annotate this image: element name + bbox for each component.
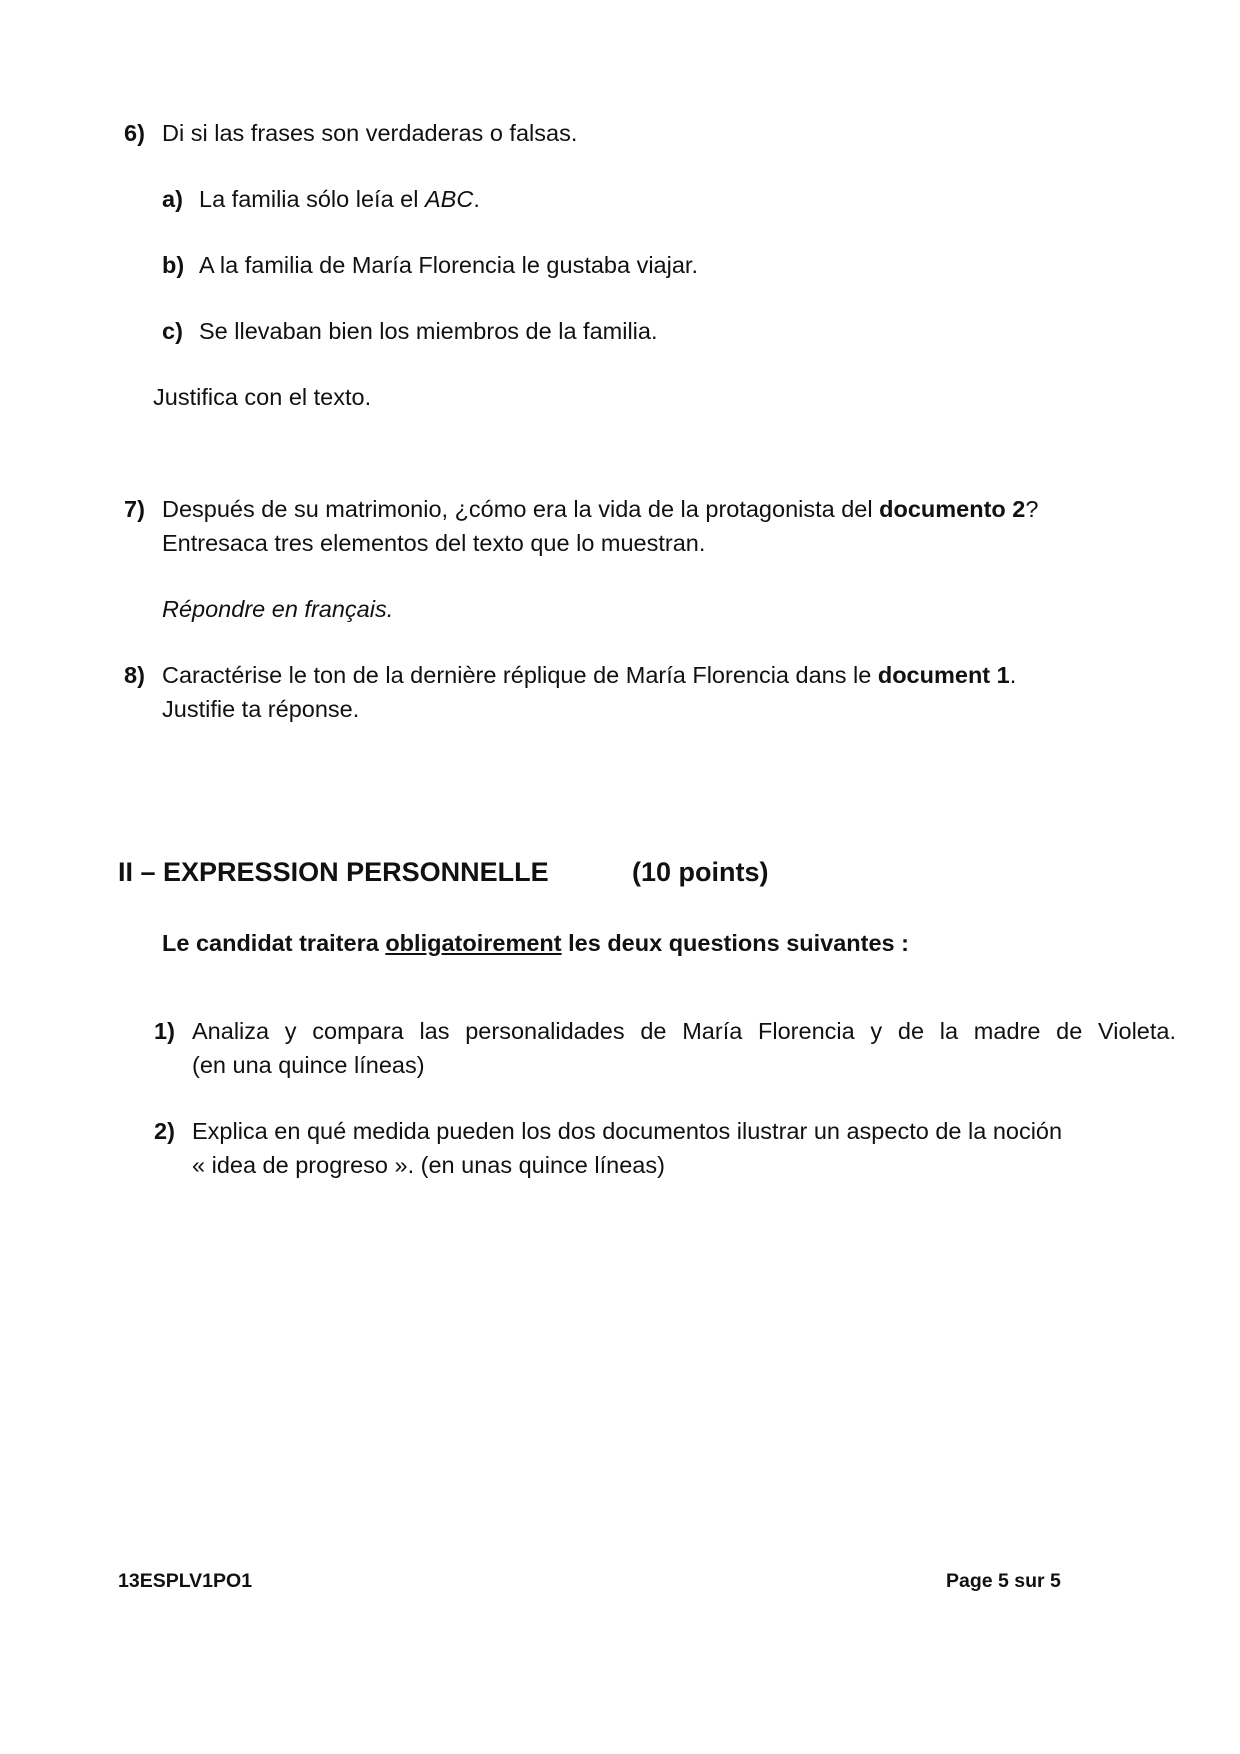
question-7-line-2: Entresaca tres elementos del texto que lo muestran. bbox=[162, 530, 706, 556]
question-prompt: Di si las frases son verdaderas o falsas. bbox=[162, 120, 578, 146]
question-8-line-2: Justifie ta réponse. bbox=[162, 696, 360, 722]
section-points: (10 points) bbox=[632, 857, 769, 887]
item-text: La familia sólo leía el bbox=[199, 186, 425, 212]
part2-question-2-line-1: Explica en qué medida pueden los dos documentos ilustrar un aspecto de la noción bbox=[192, 1118, 1063, 1144]
section-instruction bbox=[162, 926, 909, 960]
footer-code: 13ESPLV1PO1 bbox=[118, 1570, 253, 1592]
section-title-text: II – EXPRESSION PERSONNELLE bbox=[118, 857, 549, 887]
item-letter: a) bbox=[162, 186, 183, 212]
question-6-item-b bbox=[162, 248, 698, 282]
document-reference: document 1 bbox=[877, 662, 1010, 688]
item-text-end: . bbox=[473, 186, 480, 212]
part2-question-1-number: 1) bbox=[154, 1018, 175, 1044]
question-6-item-a bbox=[162, 182, 480, 216]
document-reference: documento 2 bbox=[879, 496, 1026, 522]
question-7-instruction: Répondre en français. bbox=[162, 596, 394, 622]
part2-question-1-line-2: (en una quince líneas) bbox=[192, 1052, 425, 1078]
question-prompt: Caractérise le ton de la dernière réplique de María Florencia dans le bbox=[162, 662, 878, 688]
item-text-italic: ABC bbox=[424, 186, 474, 212]
question-8 bbox=[124, 658, 1016, 692]
item-letter: c) bbox=[162, 318, 183, 344]
question-number: 7) bbox=[124, 496, 145, 522]
question-number: 6) bbox=[124, 120, 145, 146]
item-text: A la familia de María Florencia le gustaba viajar. bbox=[199, 252, 698, 278]
instruction-underlined: obligatoirement bbox=[385, 930, 562, 956]
question-6-instruction: Justifica con el texto. bbox=[153, 384, 372, 410]
instruction-text: Le candidat traitera bbox=[162, 930, 386, 956]
question-prompt-end: . bbox=[1009, 662, 1017, 688]
footer-page-number: Page 5 sur 5 bbox=[946, 1570, 1061, 1592]
section-title bbox=[118, 854, 549, 890]
question-prompt-end: ? bbox=[1025, 496, 1039, 522]
part2-question-1-line-1: Analiza y compara las personalidades de María Florencia y de la madre de Violeta. bbox=[192, 1018, 1176, 1044]
item-text: Se llevaban bien los miembros de la familia. bbox=[199, 318, 658, 344]
question-6-item-c bbox=[162, 314, 657, 348]
question-number: 8) bbox=[124, 662, 145, 688]
question-prompt: Después de su matrimonio, ¿cómo era la vida de la protagonista del bbox=[162, 496, 880, 522]
instruction-text-end: les deux questions suivantes : bbox=[561, 930, 909, 956]
question-6 bbox=[124, 116, 577, 150]
item-letter: b) bbox=[162, 252, 185, 278]
question-7 bbox=[124, 492, 1038, 526]
part2-question-2-number: 2) bbox=[154, 1118, 175, 1144]
part2-question-2-line-2: « idea de progreso ». (en unas quince líneas) bbox=[192, 1152, 665, 1178]
